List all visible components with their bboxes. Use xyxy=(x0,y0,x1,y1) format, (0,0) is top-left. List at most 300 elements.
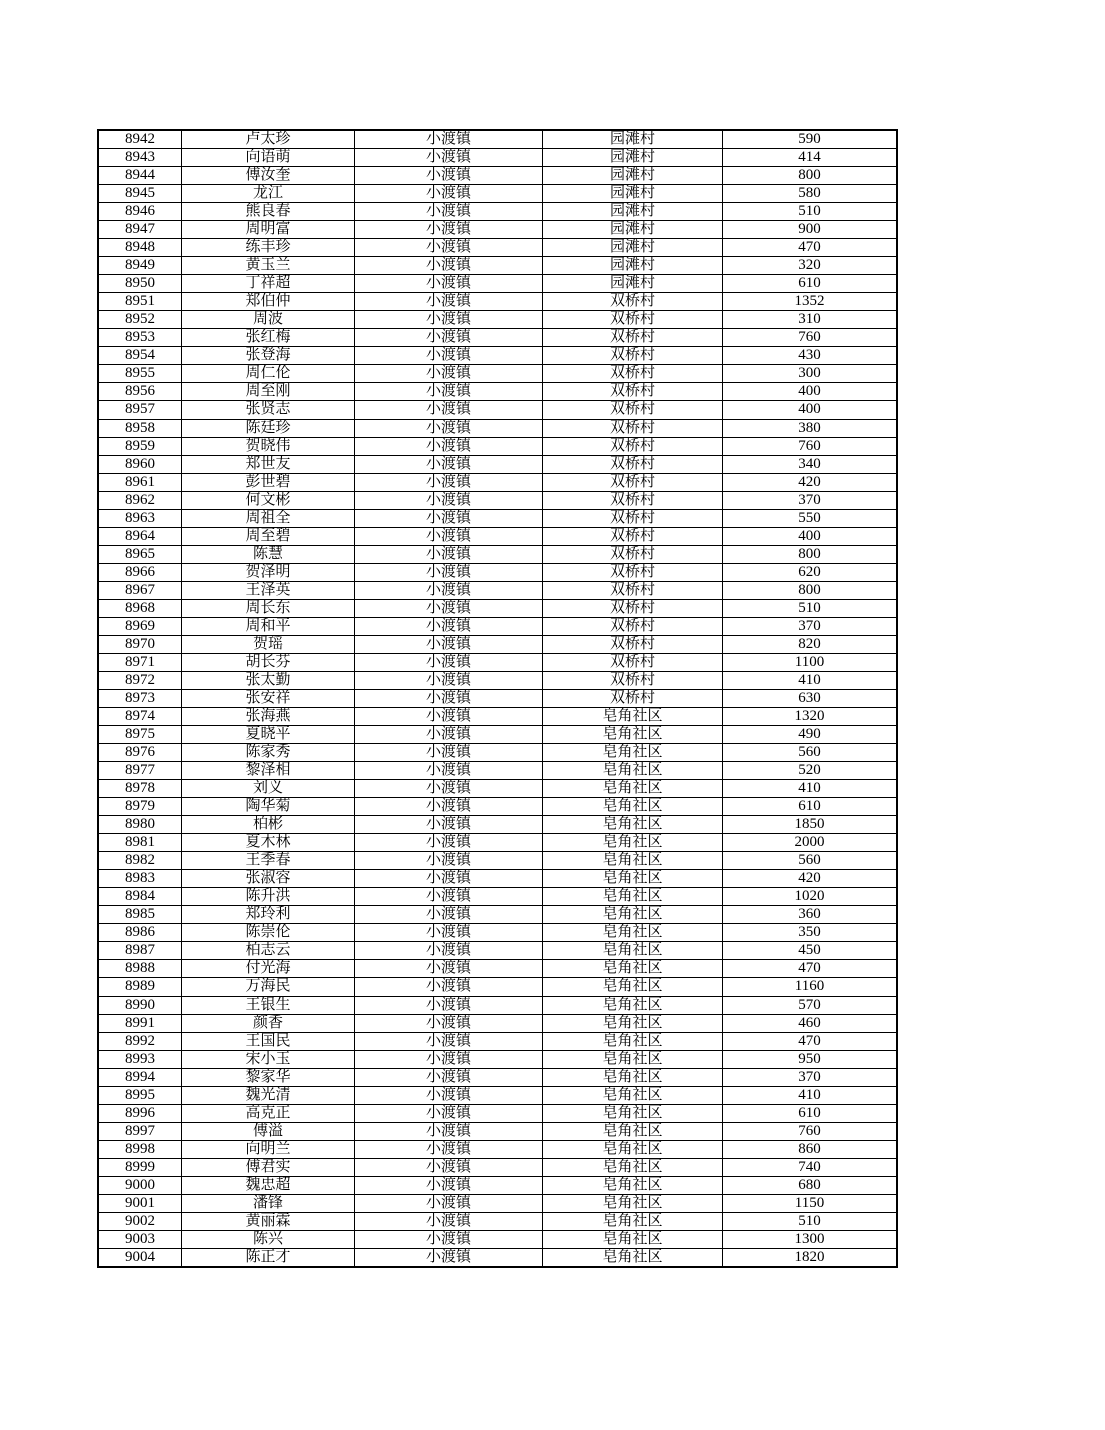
cell-town: 小渡镇 xyxy=(355,834,543,852)
cell-village: 双桥村 xyxy=(543,365,723,383)
cell-serial-number: 8974 xyxy=(98,708,182,726)
cell-village: 园滩村 xyxy=(543,275,723,293)
cell-name: 何文彬 xyxy=(182,491,355,509)
cell-name: 周和平 xyxy=(182,617,355,635)
cell-town: 小渡镇 xyxy=(355,509,543,527)
cell-village: 皂角社区 xyxy=(543,780,723,798)
table-row xyxy=(98,167,897,185)
cell-town: 小渡镇 xyxy=(355,635,543,653)
cell-village: 园滩村 xyxy=(543,130,723,149)
cell-village: 双桥村 xyxy=(543,653,723,671)
cell-serial-number: 8980 xyxy=(98,816,182,834)
cell-village: 皂角社区 xyxy=(543,816,723,834)
cell-name: 潘锋 xyxy=(182,1194,355,1212)
cell-name: 卢太珍 xyxy=(182,130,355,149)
cell-name: 傅汝奎 xyxy=(182,167,355,185)
table-row xyxy=(98,780,897,798)
cell-village: 皂角社区 xyxy=(543,870,723,888)
table-row xyxy=(98,671,897,689)
cell-amount: 380 xyxy=(723,419,898,437)
cell-amount: 370 xyxy=(723,491,898,509)
cell-serial-number: 8943 xyxy=(98,149,182,167)
cell-serial-number: 8950 xyxy=(98,275,182,293)
cell-town: 小渡镇 xyxy=(355,203,543,221)
cell-serial-number: 8981 xyxy=(98,834,182,852)
cell-amount: 1820 xyxy=(723,1248,898,1267)
cell-serial-number: 8993 xyxy=(98,1050,182,1068)
table-row xyxy=(98,545,897,563)
cell-amount: 1850 xyxy=(723,816,898,834)
cell-amount: 450 xyxy=(723,942,898,960)
cell-serial-number: 8997 xyxy=(98,1122,182,1140)
cell-name: 周至碧 xyxy=(182,527,355,545)
cell-serial-number: 8970 xyxy=(98,635,182,653)
table-row xyxy=(98,1140,897,1158)
cell-town: 小渡镇 xyxy=(355,311,543,329)
table-row xyxy=(98,1086,897,1104)
cell-name: 张淑容 xyxy=(182,870,355,888)
cell-name: 魏忠超 xyxy=(182,1176,355,1194)
cell-name: 张海燕 xyxy=(182,708,355,726)
cell-serial-number: 8977 xyxy=(98,762,182,780)
table-row xyxy=(98,1050,897,1068)
table-row xyxy=(98,581,897,599)
cell-serial-number: 8994 xyxy=(98,1068,182,1086)
table-row xyxy=(98,1104,897,1122)
cell-village: 皂角社区 xyxy=(543,744,723,762)
cell-town: 小渡镇 xyxy=(355,437,543,455)
cell-name: 郑伯仲 xyxy=(182,293,355,311)
cell-amount: 420 xyxy=(723,870,898,888)
cell-amount: 350 xyxy=(723,924,898,942)
cell-amount: 430 xyxy=(723,347,898,365)
cell-name: 黄玉兰 xyxy=(182,257,355,275)
cell-town: 小渡镇 xyxy=(355,798,543,816)
cell-amount: 630 xyxy=(723,689,898,707)
cell-village: 园滩村 xyxy=(543,149,723,167)
cell-amount: 800 xyxy=(723,581,898,599)
cell-serial-number: 8995 xyxy=(98,1086,182,1104)
cell-serial-number: 9001 xyxy=(98,1194,182,1212)
cell-town: 小渡镇 xyxy=(355,1050,543,1068)
cell-town: 小渡镇 xyxy=(355,816,543,834)
cell-serial-number: 8998 xyxy=(98,1140,182,1158)
cell-name: 周至刚 xyxy=(182,383,355,401)
table-row xyxy=(98,1014,897,1032)
cell-name: 张太勤 xyxy=(182,671,355,689)
cell-serial-number: 8957 xyxy=(98,401,182,419)
cell-village: 皂角社区 xyxy=(543,942,723,960)
cell-amount: 460 xyxy=(723,1014,898,1032)
table-row xyxy=(98,275,897,293)
cell-name: 熊良春 xyxy=(182,203,355,221)
cell-town: 小渡镇 xyxy=(355,1086,543,1104)
table-body xyxy=(98,130,897,1267)
cell-serial-number: 8958 xyxy=(98,419,182,437)
cell-serial-number: 8982 xyxy=(98,852,182,870)
cell-amount: 610 xyxy=(723,1104,898,1122)
cell-serial-number: 8978 xyxy=(98,780,182,798)
cell-town: 小渡镇 xyxy=(355,257,543,275)
cell-town: 小渡镇 xyxy=(355,762,543,780)
cell-village: 双桥村 xyxy=(543,455,723,473)
cell-name: 龙江 xyxy=(182,185,355,203)
cell-town: 小渡镇 xyxy=(355,581,543,599)
cell-village: 双桥村 xyxy=(543,347,723,365)
cell-amount: 510 xyxy=(723,1212,898,1230)
cell-serial-number: 8952 xyxy=(98,311,182,329)
cell-town: 小渡镇 xyxy=(355,852,543,870)
table-row xyxy=(98,924,897,942)
cell-village: 皂角社区 xyxy=(543,1032,723,1050)
cell-name: 颜香 xyxy=(182,1014,355,1032)
cell-amount: 740 xyxy=(723,1158,898,1176)
cell-town: 小渡镇 xyxy=(355,293,543,311)
cell-serial-number: 8947 xyxy=(98,221,182,239)
table-row xyxy=(98,257,897,275)
cell-name: 黄丽霖 xyxy=(182,1212,355,1230)
cell-village: 双桥村 xyxy=(543,401,723,419)
cell-name: 宋小玉 xyxy=(182,1050,355,1068)
cell-name: 柏志云 xyxy=(182,942,355,960)
cell-name: 王国民 xyxy=(182,1032,355,1050)
cell-town: 小渡镇 xyxy=(355,689,543,707)
cell-name: 王季春 xyxy=(182,852,355,870)
cell-village: 皂角社区 xyxy=(543,1104,723,1122)
cell-serial-number: 8945 xyxy=(98,185,182,203)
cell-name: 陈廷珍 xyxy=(182,419,355,437)
cell-village: 双桥村 xyxy=(543,311,723,329)
cell-name: 贺泽明 xyxy=(182,563,355,581)
cell-amount: 550 xyxy=(723,509,898,527)
table-row xyxy=(98,816,897,834)
cell-village: 皂角社区 xyxy=(543,888,723,906)
cell-serial-number: 8992 xyxy=(98,1032,182,1050)
cell-village: 皂角社区 xyxy=(543,1140,723,1158)
cell-amount: 2000 xyxy=(723,834,898,852)
cell-village: 园滩村 xyxy=(543,221,723,239)
table-row xyxy=(98,978,897,996)
cell-amount: 620 xyxy=(723,563,898,581)
cell-village: 皂角社区 xyxy=(543,1212,723,1230)
cell-village: 皂角社区 xyxy=(543,1176,723,1194)
cell-name: 郑玲利 xyxy=(182,906,355,924)
cell-amount: 800 xyxy=(723,167,898,185)
cell-serial-number: 8996 xyxy=(98,1104,182,1122)
cell-village: 双桥村 xyxy=(543,383,723,401)
cell-name: 周长东 xyxy=(182,599,355,617)
cell-town: 小渡镇 xyxy=(355,563,543,581)
cell-town: 小渡镇 xyxy=(355,1140,543,1158)
cell-town: 小渡镇 xyxy=(355,1176,543,1194)
table-row xyxy=(98,726,897,744)
cell-town: 小渡镇 xyxy=(355,1068,543,1086)
cell-serial-number: 8964 xyxy=(98,527,182,545)
cell-town: 小渡镇 xyxy=(355,888,543,906)
cell-name: 万海民 xyxy=(182,978,355,996)
cell-amount: 320 xyxy=(723,257,898,275)
cell-serial-number: 8979 xyxy=(98,798,182,816)
cell-amount: 510 xyxy=(723,599,898,617)
cell-serial-number: 8976 xyxy=(98,744,182,762)
cell-amount: 610 xyxy=(723,275,898,293)
table-row xyxy=(98,852,897,870)
cell-name: 张红梅 xyxy=(182,329,355,347)
table-row xyxy=(98,1212,897,1230)
cell-town: 小渡镇 xyxy=(355,653,543,671)
cell-village: 皂角社区 xyxy=(543,978,723,996)
cell-amount: 680 xyxy=(723,1176,898,1194)
cell-amount: 414 xyxy=(723,149,898,167)
cell-village: 园滩村 xyxy=(543,239,723,257)
cell-town: 小渡镇 xyxy=(355,906,543,924)
cell-town: 小渡镇 xyxy=(355,527,543,545)
cell-amount: 590 xyxy=(723,130,898,149)
cell-name: 刘义 xyxy=(182,780,355,798)
table-row xyxy=(98,834,897,852)
cell-name: 彭世碧 xyxy=(182,473,355,491)
cell-name: 周仁伦 xyxy=(182,365,355,383)
table-row xyxy=(98,383,897,401)
cell-village: 双桥村 xyxy=(543,491,723,509)
cell-amount: 860 xyxy=(723,1140,898,1158)
cell-town: 小渡镇 xyxy=(355,130,543,149)
cell-village: 双桥村 xyxy=(543,689,723,707)
cell-serial-number: 8963 xyxy=(98,509,182,527)
cell-village: 皂角社区 xyxy=(543,726,723,744)
cell-serial-number: 8989 xyxy=(98,978,182,996)
cell-village: 园滩村 xyxy=(543,167,723,185)
table-row xyxy=(98,599,897,617)
cell-serial-number: 8984 xyxy=(98,888,182,906)
cell-town: 小渡镇 xyxy=(355,1194,543,1212)
cell-name: 张登海 xyxy=(182,347,355,365)
cell-serial-number: 9000 xyxy=(98,1176,182,1194)
cell-serial-number: 8986 xyxy=(98,924,182,942)
cell-serial-number: 8966 xyxy=(98,563,182,581)
cell-town: 小渡镇 xyxy=(355,1158,543,1176)
cell-name: 高克正 xyxy=(182,1104,355,1122)
table-row xyxy=(98,1158,897,1176)
cell-serial-number: 8968 xyxy=(98,599,182,617)
cell-amount: 410 xyxy=(723,780,898,798)
table-row xyxy=(98,762,897,780)
cell-serial-number: 8988 xyxy=(98,960,182,978)
cell-village: 双桥村 xyxy=(543,635,723,653)
cell-serial-number: 8983 xyxy=(98,870,182,888)
cell-village: 园滩村 xyxy=(543,203,723,221)
cell-serial-number: 8942 xyxy=(98,130,182,149)
table-row xyxy=(98,130,897,149)
cell-serial-number: 8946 xyxy=(98,203,182,221)
cell-amount: 560 xyxy=(723,852,898,870)
table-row xyxy=(98,653,897,671)
cell-amount: 520 xyxy=(723,762,898,780)
cell-name: 夏木林 xyxy=(182,834,355,852)
cell-town: 小渡镇 xyxy=(355,365,543,383)
cell-amount: 370 xyxy=(723,1068,898,1086)
cell-town: 小渡镇 xyxy=(355,671,543,689)
cell-name: 黎家华 xyxy=(182,1068,355,1086)
cell-village: 双桥村 xyxy=(543,329,723,347)
cell-amount: 580 xyxy=(723,185,898,203)
cell-serial-number: 8956 xyxy=(98,383,182,401)
cell-serial-number: 8959 xyxy=(98,437,182,455)
cell-town: 小渡镇 xyxy=(355,347,543,365)
cell-name: 张贤志 xyxy=(182,401,355,419)
cell-town: 小渡镇 xyxy=(355,1104,543,1122)
table-row xyxy=(98,491,897,509)
cell-amount: 400 xyxy=(723,401,898,419)
table-row xyxy=(98,419,897,437)
cell-village: 双桥村 xyxy=(543,617,723,635)
cell-amount: 300 xyxy=(723,365,898,383)
cell-serial-number: 8954 xyxy=(98,347,182,365)
cell-serial-number: 8953 xyxy=(98,329,182,347)
cell-name: 夏晓平 xyxy=(182,726,355,744)
cell-town: 小渡镇 xyxy=(355,726,543,744)
table-row xyxy=(98,437,897,455)
cell-name: 练丰珍 xyxy=(182,239,355,257)
cell-village: 皂角社区 xyxy=(543,1050,723,1068)
cell-town: 小渡镇 xyxy=(355,419,543,437)
cell-amount: 400 xyxy=(723,383,898,401)
cell-village: 皂角社区 xyxy=(543,708,723,726)
cell-town: 小渡镇 xyxy=(355,617,543,635)
cell-village: 双桥村 xyxy=(543,599,723,617)
cell-village: 皂角社区 xyxy=(543,906,723,924)
cell-name: 郑世友 xyxy=(182,455,355,473)
cell-village: 皂角社区 xyxy=(543,1194,723,1212)
cell-serial-number: 8955 xyxy=(98,365,182,383)
cell-name: 向明兰 xyxy=(182,1140,355,1158)
table-row xyxy=(98,1248,897,1267)
cell-name: 王银生 xyxy=(182,996,355,1014)
cell-name: 周祖全 xyxy=(182,509,355,527)
cell-town: 小渡镇 xyxy=(355,275,543,293)
table-row xyxy=(98,365,897,383)
cell-amount: 470 xyxy=(723,960,898,978)
cell-name: 陈慧 xyxy=(182,545,355,563)
cell-town: 小渡镇 xyxy=(355,978,543,996)
table-row xyxy=(98,527,897,545)
table-row xyxy=(98,509,897,527)
cell-serial-number: 8990 xyxy=(98,996,182,1014)
table-row xyxy=(98,942,897,960)
table-row xyxy=(98,239,897,257)
table-row xyxy=(98,347,897,365)
cell-name: 胡长芬 xyxy=(182,653,355,671)
cell-town: 小渡镇 xyxy=(355,1248,543,1267)
cell-village: 皂角社区 xyxy=(543,1086,723,1104)
cell-amount: 490 xyxy=(723,726,898,744)
cell-serial-number: 8987 xyxy=(98,942,182,960)
cell-amount: 1020 xyxy=(723,888,898,906)
cell-serial-number: 9003 xyxy=(98,1230,182,1248)
cell-name: 陈崇伦 xyxy=(182,924,355,942)
table-row xyxy=(98,635,897,653)
cell-village: 双桥村 xyxy=(543,419,723,437)
cell-serial-number: 8985 xyxy=(98,906,182,924)
cell-name: 陶华菊 xyxy=(182,798,355,816)
cell-village: 皂角社区 xyxy=(543,1230,723,1248)
cell-name: 陈兴 xyxy=(182,1230,355,1248)
cell-name: 傅君实 xyxy=(182,1158,355,1176)
cell-serial-number: 8962 xyxy=(98,491,182,509)
cell-amount: 560 xyxy=(723,744,898,762)
cell-serial-number: 9004 xyxy=(98,1248,182,1267)
cell-village: 园滩村 xyxy=(543,185,723,203)
table-row xyxy=(98,888,897,906)
cell-amount: 800 xyxy=(723,545,898,563)
cell-amount: 1150 xyxy=(723,1194,898,1212)
table-row xyxy=(98,1230,897,1248)
cell-village: 双桥村 xyxy=(543,671,723,689)
table-row xyxy=(98,473,897,491)
data-table xyxy=(97,129,898,1268)
cell-village: 皂角社区 xyxy=(543,1248,723,1267)
table-row xyxy=(98,960,897,978)
table-row xyxy=(98,870,897,888)
table-row xyxy=(98,906,897,924)
table-row xyxy=(98,996,897,1014)
cell-village: 皂角社区 xyxy=(543,1068,723,1086)
cell-serial-number: 8951 xyxy=(98,293,182,311)
cell-town: 小渡镇 xyxy=(355,1212,543,1230)
cell-serial-number: 8973 xyxy=(98,689,182,707)
cell-name: 陈家秀 xyxy=(182,744,355,762)
cell-amount: 760 xyxy=(723,1122,898,1140)
cell-amount: 760 xyxy=(723,437,898,455)
cell-serial-number: 8948 xyxy=(98,239,182,257)
cell-amount: 1300 xyxy=(723,1230,898,1248)
cell-village: 双桥村 xyxy=(543,473,723,491)
cell-amount: 360 xyxy=(723,906,898,924)
cell-amount: 400 xyxy=(723,527,898,545)
cell-town: 小渡镇 xyxy=(355,221,543,239)
cell-serial-number: 8969 xyxy=(98,617,182,635)
cell-serial-number: 8972 xyxy=(98,671,182,689)
cell-name: 周波 xyxy=(182,311,355,329)
cell-amount: 1352 xyxy=(723,293,898,311)
cell-town: 小渡镇 xyxy=(355,383,543,401)
cell-village: 双桥村 xyxy=(543,581,723,599)
cell-name: 张安祥 xyxy=(182,689,355,707)
cell-town: 小渡镇 xyxy=(355,599,543,617)
cell-amount: 470 xyxy=(723,1032,898,1050)
cell-name: 付光海 xyxy=(182,960,355,978)
table-row xyxy=(98,185,897,203)
cell-serial-number: 8975 xyxy=(98,726,182,744)
cell-amount: 470 xyxy=(723,239,898,257)
cell-town: 小渡镇 xyxy=(355,545,543,563)
table-row xyxy=(98,293,897,311)
table-row xyxy=(98,1068,897,1086)
cell-town: 小渡镇 xyxy=(355,1014,543,1032)
cell-town: 小渡镇 xyxy=(355,996,543,1014)
cell-town: 小渡镇 xyxy=(355,491,543,509)
cell-name: 王泽英 xyxy=(182,581,355,599)
cell-name: 陈升洪 xyxy=(182,888,355,906)
table-row xyxy=(98,455,897,473)
cell-town: 小渡镇 xyxy=(355,780,543,798)
cell-amount: 820 xyxy=(723,635,898,653)
cell-town: 小渡镇 xyxy=(355,149,543,167)
table-row xyxy=(98,401,897,419)
cell-town: 小渡镇 xyxy=(355,239,543,257)
cell-amount: 420 xyxy=(723,473,898,491)
cell-town: 小渡镇 xyxy=(355,329,543,347)
